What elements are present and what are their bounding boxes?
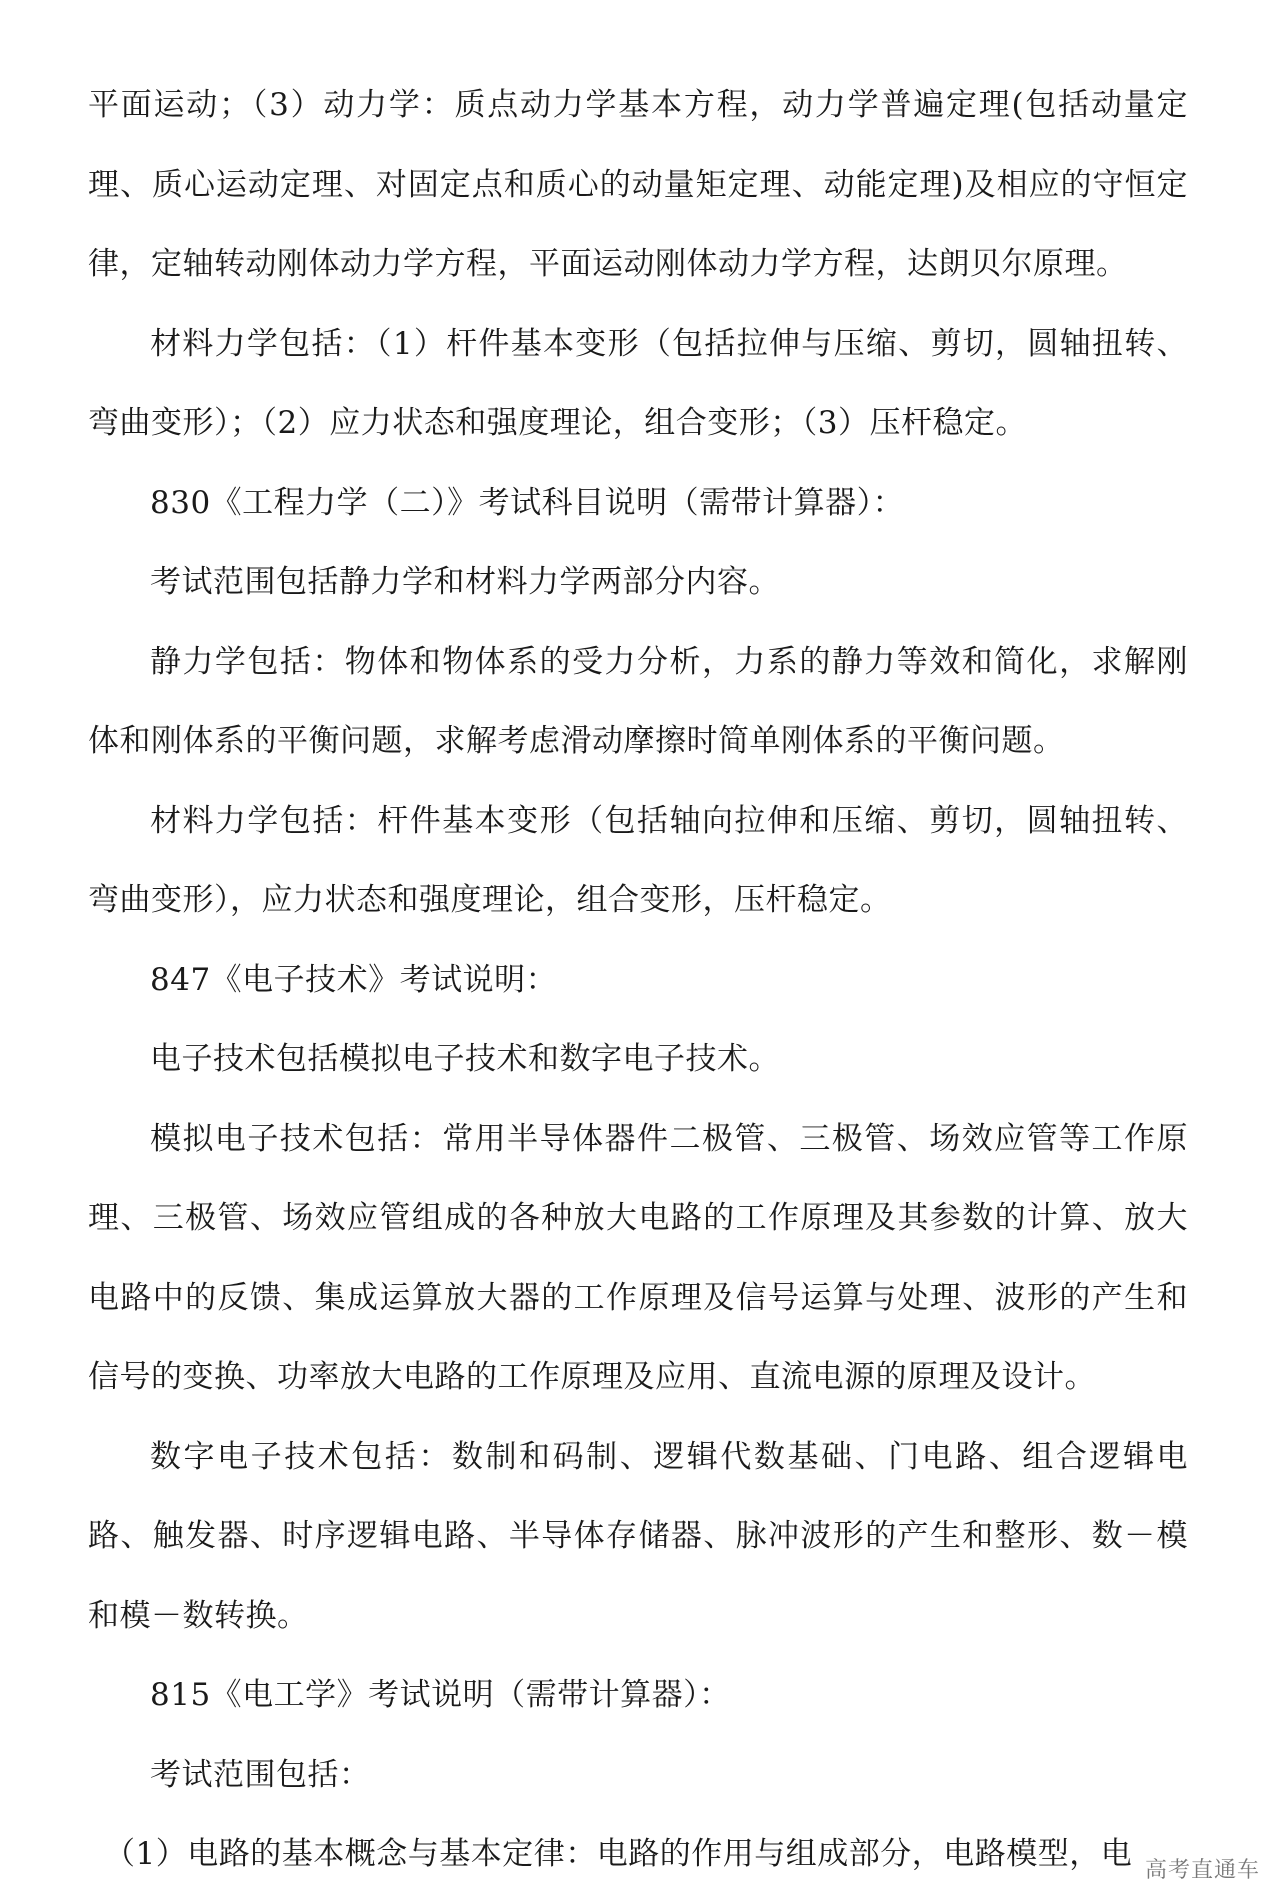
heading-830-engineering-mechanics: 830《工程力学（二）》考试科目说明（需带计算器）： bbox=[150, 484, 905, 521]
paragraph-analog-electronics: 模拟电子技术包括：常用半导体器件二极管、三极管、场效应管等工作原理、三极管、场效应管组成的各种放大电路的工作原理及其参数的计算、放大电路中的反馈、集成运算放大器的工作原理及信号运算与处理、波形的产生和信号的变换、功率放大电路的工作原理及应用、直流电源的原理及设计。 bbox=[88, 1120, 1188, 1395]
paragraph-exam-scope-830: 考试范围包括静力学和材料力学两部分内容。 bbox=[150, 564, 780, 600]
paragraph-electronics-overview: 电子技术包括模拟电子技术和数字电子技术。 bbox=[150, 1041, 780, 1077]
paragraph-statics: 静力学包括：物体和物体系的受力分析，力系的静力等效和简化，求解刚体和刚体系的平衡问题，求解考虑滑动摩擦时简单刚体系的平衡问题。 bbox=[88, 643, 1188, 759]
paragraph-circuit-basics: （1）电路的基本概念与基本定律：电路的作用与组成部分，电路模型，电 bbox=[104, 1836, 1133, 1872]
watermark-text: 高考直通车 bbox=[1144, 1858, 1260, 1883]
heading-847-electronics: 847《电子技术》考试说明： bbox=[150, 961, 558, 998]
paragraph-exam-scope-815: 考试范围包括： bbox=[150, 1756, 371, 1793]
paragraph-digital-electronics: 数字电子技术包括：数制和码制、逻辑代数基础、门电路、组合逻辑电路、触发器、时序逻辑电路、半导体存储器、脉冲波形的产生和整形、数－模和模－数转换。 bbox=[88, 1438, 1188, 1634]
paragraph-dynamics-continued: 平面运动；（3）动力学：质点动力学基本方程，动力学普遍定理(包括动量定理、质心运动定理、对固定点和质心的动量矩定理、动能定理)及相应的守恒定律，定轴转动刚体动力学方程，平面运动刚体动力学方程，达朗贝尔原理。 bbox=[88, 87, 1188, 282]
heading-815-electrotechnics: 815《电工学》考试说明（需带计算器）： bbox=[150, 1677, 731, 1713]
paragraph-material-mechanics-1: 材料力学包括：（1）杆件基本变形（包括拉伸与压缩、剪切，圆轴扭转、弯曲变形）；（2）应力状态和强度理论，组合变形；（3）压杆稳定。 bbox=[88, 325, 1188, 441]
document-body bbox=[88, 66, 1188, 1895]
paragraph-material-mechanics-2: 材料力学包括：杆件基本变形（包括轴向拉伸和压缩、剪切，圆轴扭转、弯曲变形），应力状态和强度理论，组合变形，压杆稳定。 bbox=[88, 802, 1188, 918]
